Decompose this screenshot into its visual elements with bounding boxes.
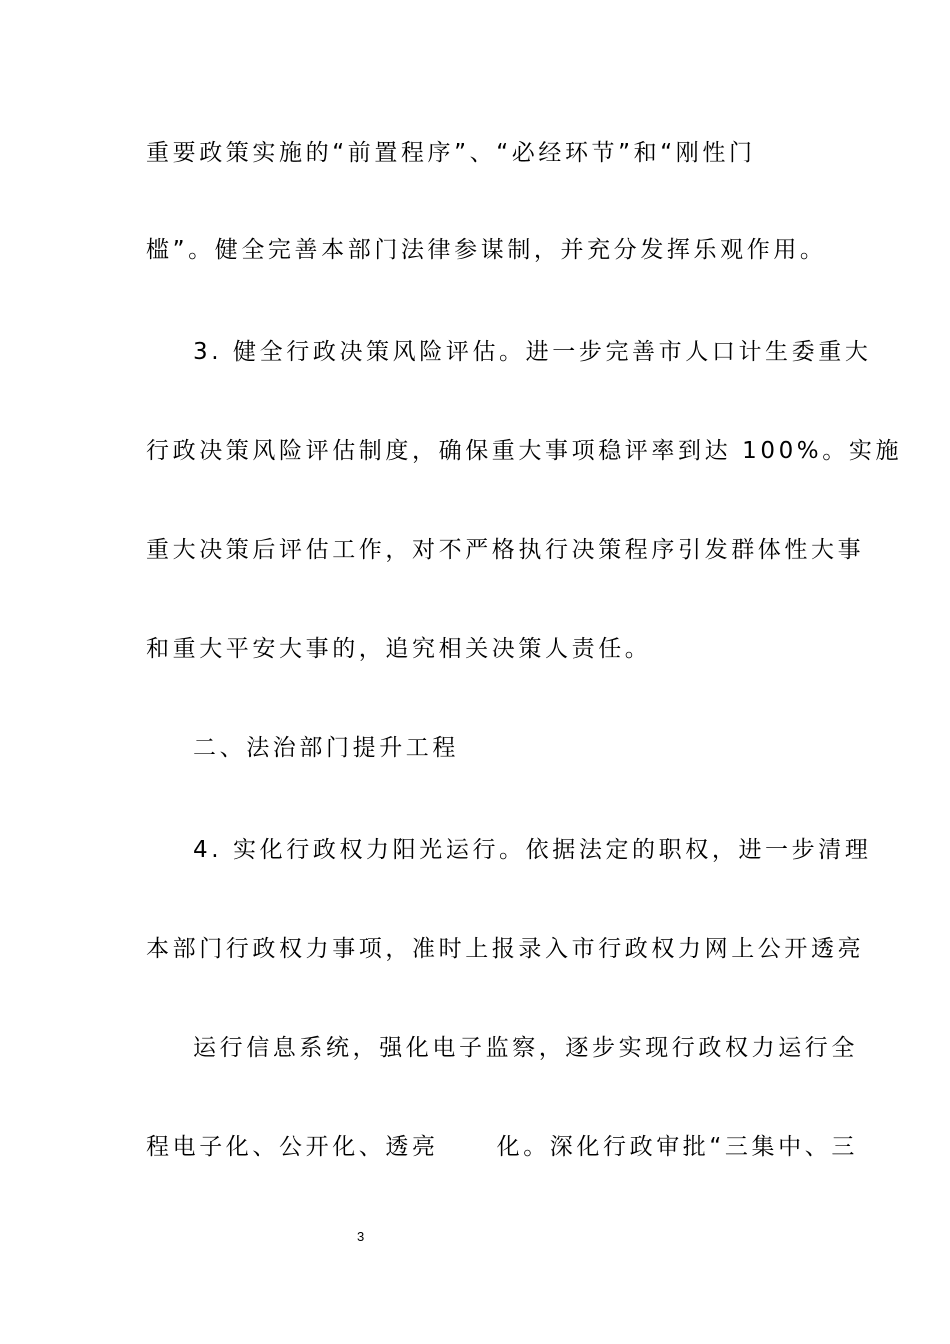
text-line-11-part1: 程电子化、公开化、透亮 — [146, 1134, 439, 1160]
text-line-6: 和重大平安大事的，追究相关决策人责任。 — [146, 636, 652, 662]
text-line-9: 本部门行政权力事项，准时上报录入市行政权力网上公开透亮 — [146, 936, 865, 962]
text-line-8: 4. 实化行政权力阳光运行。依据法定的职权，进一步清理 — [193, 837, 872, 863]
text-line-11-part2: 化。深化行政审批“三集中、三 — [496, 1134, 858, 1160]
page-number: 3 — [357, 1229, 365, 1244]
text-line-10: 运行信息系统，强化电子监察，逐步实现行政权力运行全 — [193, 1035, 858, 1061]
text-line-1: 重要政策实施的“前置程序”、“必经环节”和“刚性门 — [146, 140, 756, 166]
section-heading: 二、法治部门提升工程 — [193, 735, 459, 761]
text-line-2: 槛”。健全完善本部门法律参谋制，并充分发挥乐观作用。 — [146, 237, 827, 263]
text-line-4: 行政决策风险评估制度，确保重大事项稳评率到达 100%。实施 — [146, 438, 903, 464]
text-line-3: 3. 健全行政决策风险评估。进一步完善市人口计生委重大 — [193, 339, 872, 365]
text-line-5: 重大决策后评估工作，对不严格执行决策程序引发群体性大事 — [146, 537, 865, 563]
text-line-11 — [146, 1131, 858, 1163]
